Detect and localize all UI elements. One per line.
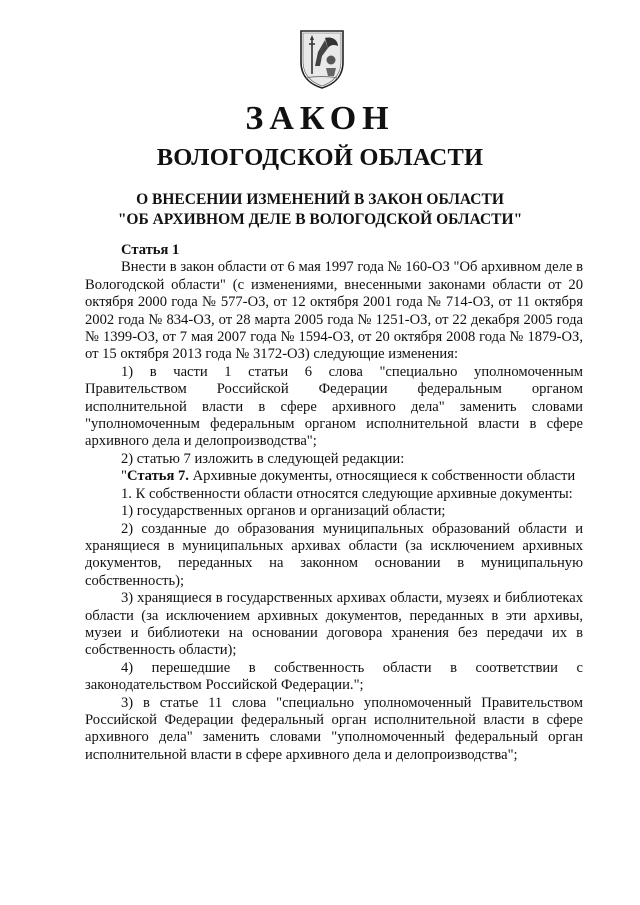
change-item-2: 2) статью 7 изложить в следующей редакции:	[121, 450, 405, 467]
article-1-title: Статья 1	[121, 242, 180, 258]
quoted-article-7-title: Архивные документы, относящиеся к собственности области	[188, 468, 576, 485]
region-title: ВОЛОГОДСКОЙ ОБЛАСТИ	[156, 144, 484, 171]
law-heading-line-1: О ВНЕСЕНИИ ИЗМЕНЕНИЙ В ЗАКОН ОБЛАСТИ	[136, 191, 504, 208]
article-7-sub-4: 4) перешедшие в собственность области в соответствии с законодательством Российской Федерации.";	[85, 659, 583, 694]
article-7-sub-1: 1) государственных органов и организаций области;	[121, 503, 446, 520]
article-7-sub-2: 2) созданные до образования муниципальных образований области и хранящиеся в муниципальных архивах области (за исключением архивных документов, переданных на законном основании в муниципальную собственность);	[85, 520, 583, 589]
article-7-part-1: 1. К собственности области относятся следующие архивные документы:	[121, 485, 573, 502]
law-body	[85, 242, 583, 764]
law-heading	[0, 190, 640, 230]
article-7-sub-3: 3) хранящиеся в государственных архивах области, музеях и библиотеках области (за исключением архивных документов, переданных в эти архивы, музеи и библиотеки на основании договора хранения без передачи их в собственность области);	[85, 590, 583, 659]
quoted-article-7-heading	[85, 468, 583, 485]
article-1-intro: Внести в закон области от 6 мая 1997 года № 160-ОЗ "Об архивном деле в Вологодской области" (с изменениями, внесенными законами области от 20 октября 2000 года № 577-ОЗ, от 12 октября 2001 года № 714-ОЗ, от 11 октября 2002 года № 834-ОЗ, от 28 марта 2005 года № 1251-ОЗ, от 22 декабря 2005 года № 1399-ОЗ, от 7 мая 2007 года № 1594-ОЗ, от 20 октября 2008 года № 1879-ОЗ, от 15 октября 2013 года № 3172-ОЗ) следующие изменения:	[85, 259, 583, 363]
quote-mark: "	[121, 468, 127, 485]
quoted-article-7-label: Статья 7.	[126, 468, 189, 485]
change-item-1: 1) в части 1 статьи 6 слова "специально уполномоченным Правительством Российской Федерации федеральным органом исполнительной власти в сфере архивного дела" заменить словами "уполномоченным федеральным органом исполнительной власти в сфере архивного дела и делопроизводства";	[85, 363, 583, 450]
law-title: ЗАКОН	[245, 100, 395, 137]
change-item-3: 3) в статье 11 слова "специально уполномоченный Правительством Российской Федерации федеральный орган исполнительной власти в сфере архивного дела" заменить словами "уполномоченный федеральный орган исполнительной власти в сфере архивного дела и делопроизводства";	[85, 694, 583, 763]
vologda-coat-of-arms-icon	[298, 28, 346, 90]
law-heading-line-2: "ОБ АРХИВНОМ ДЕЛЕ В ВОЛОГОДСКОЙ ОБЛАСТИ"	[117, 211, 523, 228]
